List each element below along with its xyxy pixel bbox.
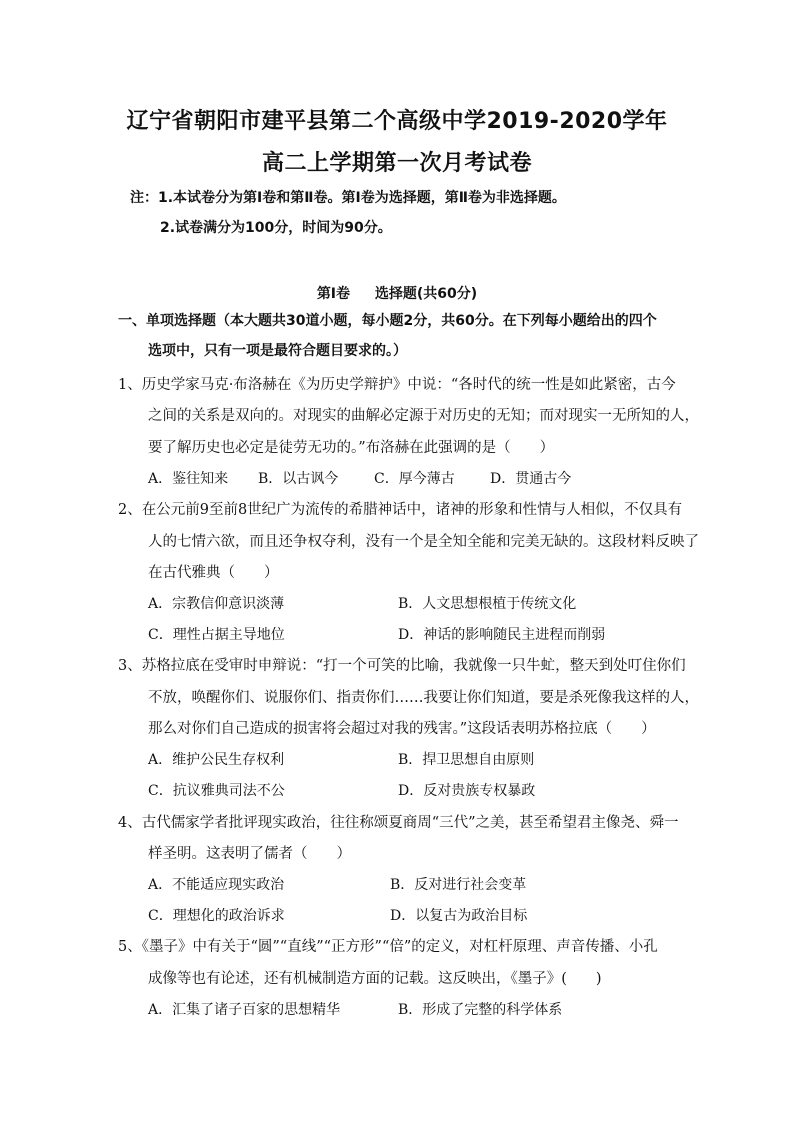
question-1-option-b: B．以古讽今 — [258, 471, 339, 487]
question-2-option-a: A．宗教信仰意识淡薄 — [148, 596, 285, 612]
question-4-option-a: A．不能适应现实政治 — [148, 877, 285, 893]
question-5-option-a: A．汇集了诸子百家的思想精华 — [148, 1002, 341, 1018]
instruction-line1: 一、单项选择题（本大题共30道小题，每小题2分，共60分。在下列每小题给出的四个 — [118, 313, 657, 329]
section-part: 第Ⅰ卷 — [316, 286, 351, 302]
question-3-option-c: C．抗议雅典司法不公 — [148, 783, 285, 799]
instruction-line2: 选项中，只有一项是最符合题目要求的。） — [148, 343, 407, 359]
section-name: 选择题(共60分) — [374, 286, 478, 302]
exam-title-line1: 辽宁省朝阳市建平县第二个高级中学2019-2020学年 — [126, 109, 668, 134]
question-2-line3: 在古代雅典（ ） — [148, 565, 279, 581]
note-2: 2.试卷满分为100分，时间为90分。 — [160, 220, 392, 236]
question-3-line3: 那么对你们自己造成的损害将会超过对我的残害。”这段话表明苏格拉底（ ） — [148, 721, 656, 737]
question-1-line3: 要了解历史也必定是徒劳无功的。”布洛赫在此强调的是（ ） — [148, 440, 555, 456]
question-3-line1: 3、苏格拉底在受审时申辩说：“打一个可笑的比喻，我就像一只牛虻，整天到处叮住你们 — [118, 658, 686, 674]
exam-title-line2: 高二上学期第一次月考试卷 — [261, 151, 532, 176]
question-1-option-d: D．贯通古今 — [490, 471, 572, 487]
question-5-line2: 成像等也有论述，还有机械制造方面的记载。这反映出，《墨子》( ) — [148, 971, 602, 987]
question-1-option-a: A．鉴往知来 — [148, 471, 229, 487]
question-3-option-a: A．维护公民生存权利 — [148, 752, 285, 768]
question-4-option-b: B．反对进行社会变革 — [390, 877, 527, 893]
question-2-option-b: B．人文思想根植于传统文化 — [398, 596, 577, 612]
question-1-line2: 之间的关系是双向的。对现实的曲解必定源于对历史的无知；而对现实一无所知的人， — [148, 408, 699, 424]
section-heading — [0, 283, 794, 303]
question-2-option-d: D．神话的影响随民主进程而削弱 — [398, 627, 606, 643]
question-2-line1: 2、在公元前9至前8世纪广为流传的希腊神话中，诸神的形象和性情与人相似，不仅具有 — [118, 502, 683, 518]
question-3-option-d: D．反对贵族专权暴政 — [398, 783, 536, 799]
question-4-line1: 4、古代儒家学者批评现实政治，往往称颂夏商周“三代”之美，甚至希望君主像尧、舜一 — [118, 815, 679, 831]
question-5-option-b: B．形成了完整的科学体系 — [398, 1002, 563, 1018]
question-5-line1: 5、《墨子》中有关于“圆”“直线”“正方形”“倍”的定义，对杠杆原理、声音传播、小孔 — [118, 939, 658, 955]
question-3-line2: 不放，唤醒你们、说服你们、指责你们……我要让你们知道，要是杀死像我这样的人， — [148, 690, 699, 706]
question-3-option-b: B．捍卫思想自由原则 — [398, 752, 535, 768]
question-4-line2: 样圣明。这表明了儒者（ ） — [148, 846, 351, 862]
note-1: 注：1.本试卷分为第Ⅰ卷和第Ⅱ卷。第Ⅰ卷为选择题，第Ⅱ卷为非选择题。 — [130, 190, 566, 206]
question-4-option-c: C．理想化的政治诉求 — [148, 908, 285, 924]
question-1-option-c: C．厚今薄古 — [374, 471, 455, 487]
question-1-line1: 1、历史学家马克·布洛赫在《为历史学辩护》中说：“各时代的统一性是如此紧密，古今 — [118, 377, 676, 393]
question-4-option-d: D．以复古为政治目标 — [390, 908, 528, 924]
question-2-option-c: C．理性占据主导地位 — [148, 627, 285, 643]
question-2-line2: 人的七情六欲，而且还争权夺利，没有一个是全知全能和完美无缺的。这段材料反映了 — [148, 534, 699, 550]
